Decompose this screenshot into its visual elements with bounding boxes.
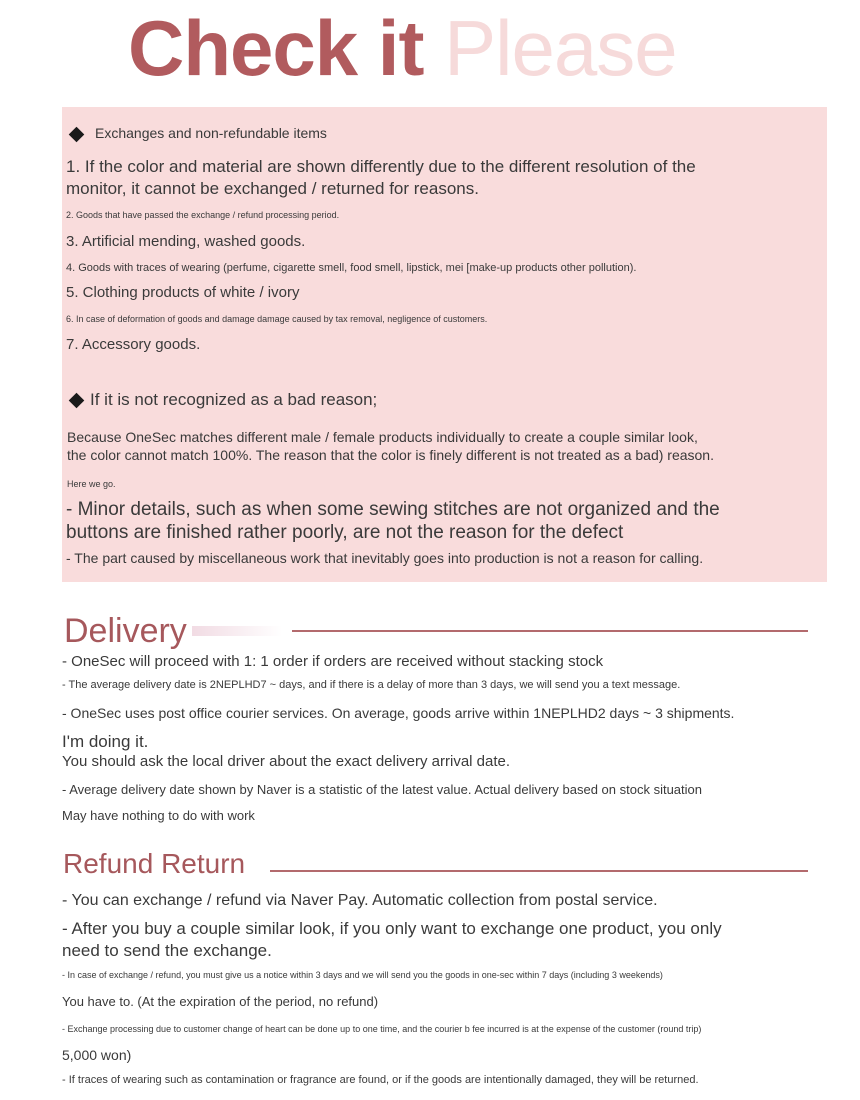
- delivery-line-4: I'm doing it.: [62, 732, 149, 751]
- exchange-item-1-line-2: monitor, it cannot be exchanged / returned for reasons.: [66, 179, 479, 198]
- exchange-item-7: 7. Accessory goods.: [66, 336, 201, 353]
- delivery-rule: [292, 630, 808, 632]
- refund-return-title: Refund Return: [63, 848, 246, 879]
- refund-line-7: - If traces of wearing such as contamination or fragrance are found, or if the goods are intentionally damaged, they will be returned.: [62, 1074, 699, 1086]
- exchange-item-4: 4. Goods with traces of wearing (perfume, cigarette smell, food smell, lipstick, mei [make-up products other pollution).: [66, 262, 637, 274]
- refund-line-2b: need to send the exchange.: [62, 941, 272, 960]
- diamond-bullet-icon: [69, 393, 85, 409]
- refund-line-5: - Exchange processing due to customer change of heart can be done up to one time, and the courier b fee incurred is at the expense of the customer (round trip): [62, 1024, 702, 1034]
- here-we-go-text: Here we go.: [67, 479, 116, 489]
- exchange-item-3: 3. Artificial mending, washed goods.: [66, 233, 306, 250]
- delivery-line-5: You should ask the local driver about the exact delivery arrival date.: [62, 753, 511, 770]
- delivery-title: Delivery: [64, 612, 187, 650]
- delivery-line-1: - OneSec will proceed with 1: 1 order if orders are received without stacking stock: [62, 653, 604, 670]
- minor-details-line-1: - Minor details, such as when some sewing stitches are not organized and the: [66, 499, 720, 520]
- title-bold: Check it: [128, 4, 424, 92]
- title-light: Please: [444, 4, 677, 92]
- diamond-bullet-icon: [69, 127, 85, 143]
- exchange-item-6: 6. In case of deformation of goods and damage damage caused by tax removal, negligence of customers.: [66, 314, 488, 324]
- bad-reason-paragraph-line-1: Because OneSec matches different male / female products individually to create a couple similar look,: [67, 429, 698, 445]
- exchange-item-2: 2. Goods that have passed the exchange / refund processing period.: [66, 210, 340, 220]
- delivery-line-7: May have nothing to do with work: [62, 808, 255, 823]
- page-title: [128, 0, 677, 96]
- delivery-line-6: - Average delivery date shown by Naver is a statistic of the latest value. Actual delivery based on stock situation: [62, 782, 702, 797]
- bad-reason-paragraph-line-2: the color cannot match 100%. The reason that the color is finely different is not treated as a bad) reason.: [67, 447, 714, 463]
- exchanges-heading: [71, 124, 327, 142]
- refund-line-6: 5,000 won): [62, 1047, 132, 1063]
- refund-line-4: You have to. (At the expiration of the period, no refund): [62, 994, 379, 1009]
- minor-details-line-2: buttons are finished rather poorly, are not the reason for the defect: [66, 522, 624, 543]
- exchanges-heading-text: Exchanges and non-refundable items: [95, 125, 327, 141]
- delivery-line-3: - OneSec uses post office courier services. On average, goods arrive within 1NEPLHD2 days ~ 3 shipments.: [62, 705, 735, 721]
- bad-reason-heading-text: If it is not recognized as a bad reason;: [90, 390, 378, 409]
- bad-reason-heading: [71, 389, 377, 411]
- refund-line-3: - In case of exchange / refund, you must give us a notice within 3 days and we will send you the goods in one-sec within 7 days (including 3 weekends): [62, 970, 663, 980]
- refund-line-2a: - After you buy a couple similar look, if you only want to exchange one product, you only: [62, 919, 722, 938]
- refund-line-1: - You can exchange / refund via Naver Pay. Automatic collection from postal service.: [62, 892, 658, 909]
- refund-return-rule: [270, 870, 808, 872]
- exchange-item-5: 5. Clothing products of white / ivory: [66, 284, 300, 301]
- exchange-item-1-line-1: 1. If the color and material are shown differently due to the different resolution of the: [66, 157, 696, 176]
- delivery-line-2: - The average delivery date is 2NEPLHD7 ~ days, and if there is a delay of more than 3 days, we will send you a text message.: [62, 679, 681, 691]
- delivery-title-highlight: [192, 626, 282, 636]
- misc-work-note: - The part caused by miscellaneous work that inevitably goes into production is not a reason for calling.: [66, 550, 704, 566]
